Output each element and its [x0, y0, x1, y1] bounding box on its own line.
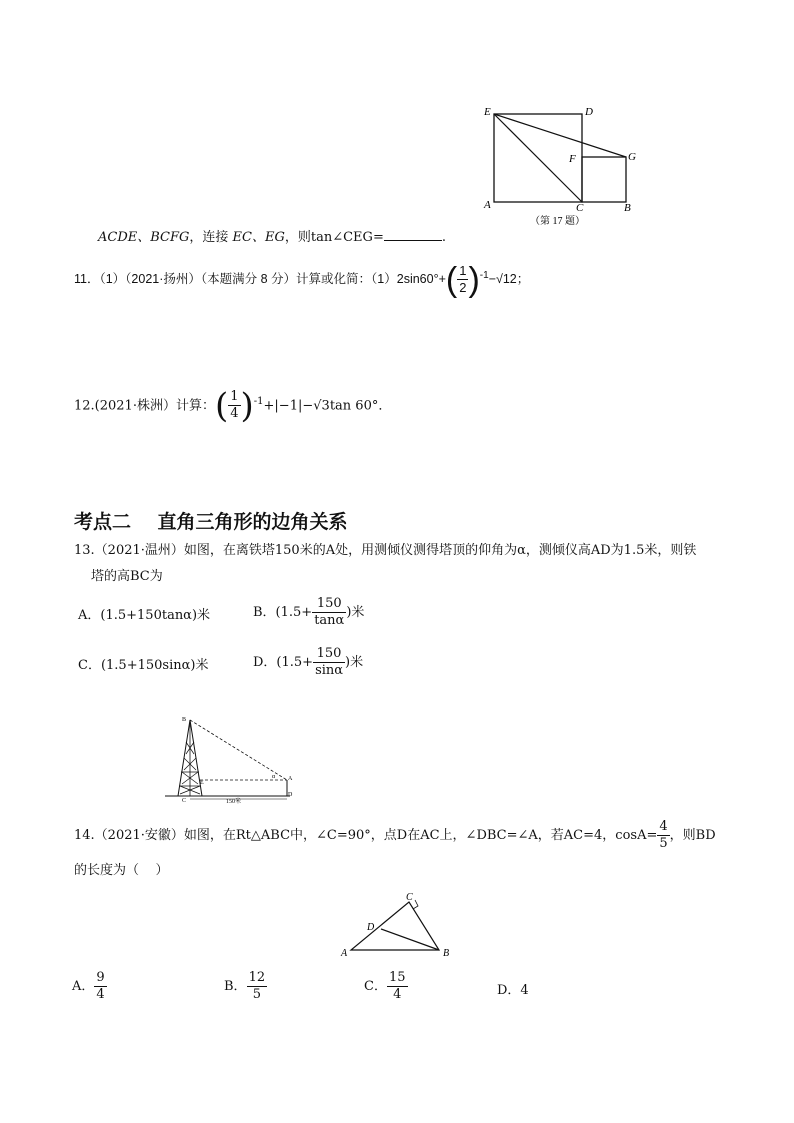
- tower-figure: [160, 712, 300, 808]
- fig17-label-c: C: [576, 202, 584, 214]
- q14-option-a: A． $\frac{9}{4}$: [72, 970, 105, 1002]
- q12-fraction: $\frac{1}{4}$: [230, 389, 239, 422]
- q12-tail: tan 60°．: [329, 398, 392, 414]
- tower-label-e: E: [200, 780, 204, 786]
- q11-fraction: $\frac{1}{2}$: [459, 263, 467, 296]
- q14-line1: 14.（2021·安徽）如图，在Rt△ABC中，∠C=90°，点D在AC上，∠DBC=∠A，若AC=4，cosA= $\frac{4}{5}$ ，则BD: [74, 819, 716, 851]
- fig17-label-e: E: [484, 106, 491, 118]
- q10-eq: =: [372, 230, 384, 245]
- q11-sqrt: √12: [496, 272, 517, 287]
- q10-tan: tan∠CEG: [310, 230, 373, 245]
- q13-option-d: D．(1.5+ $\frac{150}{\sin\alpha}$ )米: [253, 646, 364, 678]
- triangle-figure: [335, 888, 460, 960]
- q11-prefix: 11．（1）（2021·扬州）（本题满分 8 分）计算或化简：（1）2sin60°+: [74, 272, 446, 287]
- tower-label-c: C: [182, 798, 187, 804]
- q13-option-b: B．(1.5+ $\frac{150}{\tan\alpha}$ )米: [253, 596, 365, 628]
- q10-segments: EC、EG: [232, 230, 285, 245]
- section-heading: 考点二 直角三角形的边角关系: [74, 511, 348, 533]
- question-11: 11．（1）（2021·扬州）（本题满分 8 分）计算或化简：（1）2sin60°+( $\frac{1}{2}$ )$^{-1}$−√12；: [74, 260, 530, 299]
- tower-label-d: D: [288, 792, 293, 798]
- q11-end: ；: [516, 272, 530, 287]
- q14-option-d: D．4: [497, 983, 529, 998]
- q14-option-c: C． $\frac{15}{4}$: [364, 970, 406, 1002]
- triangle-label-c: C: [406, 892, 413, 903]
- q11-exponent: -1: [479, 270, 489, 281]
- q13-option-c: C．(1.5+150sinα)米: [78, 658, 209, 673]
- triangle-label-a: A: [341, 948, 348, 959]
- fig17-label-d: D: [585, 106, 593, 118]
- q12-sqrt: √3: [313, 398, 330, 414]
- q10-end: .: [441, 230, 446, 245]
- q10-squares: ACDE、BCFG: [98, 230, 190, 245]
- fig17-label-g: G: [628, 151, 636, 163]
- q12-mid: +|−1|−: [263, 398, 314, 414]
- q10-connect: ，连接: [189, 230, 233, 245]
- fig17-label-f: F: [569, 153, 576, 165]
- q14-line2: 的长度为（ ）: [74, 863, 169, 878]
- q14-option-b: B． $\frac{12}{5}$: [224, 970, 266, 1002]
- fig17-label-a: A: [484, 199, 491, 211]
- triangle-label-b: B: [443, 948, 450, 959]
- q12-exponent: -1: [253, 396, 264, 407]
- fig17-caption: （第 17 题）: [530, 216, 585, 227]
- q13-line1: 13.（2021·温州）如图，在离铁塔150米的A处，用测倾仪测得塔顶的仰角为α，测倾仪高AD为1.5米，则铁: [74, 543, 697, 558]
- figure-17-squares: [480, 100, 650, 235]
- q13-line2: 塔的高BC为: [91, 569, 163, 584]
- q10-tail-line: [98, 228, 446, 247]
- question-12: 12.(2021·株洲）计算：( $\frac{1}{4}$ )$^{-1}$+|−1|−√3tan 60°．: [74, 385, 392, 426]
- tower-label-b: B: [182, 717, 187, 723]
- fig17-label-b: B: [624, 202, 631, 214]
- q13-option-a: A．(1.5+150tanα)米: [78, 608, 211, 623]
- q11-minus: −: [488, 272, 496, 287]
- triangle-label-d: D: [367, 922, 375, 933]
- tower-label-a: A: [288, 776, 293, 782]
- tower-label-distance: 150米: [226, 799, 242, 805]
- answer-blank: [384, 228, 442, 241]
- tower-label-alpha: α: [272, 774, 276, 780]
- q10-then: ，则: [284, 230, 311, 245]
- q12-prefix: 12.(2021·株洲）计算：: [74, 398, 215, 414]
